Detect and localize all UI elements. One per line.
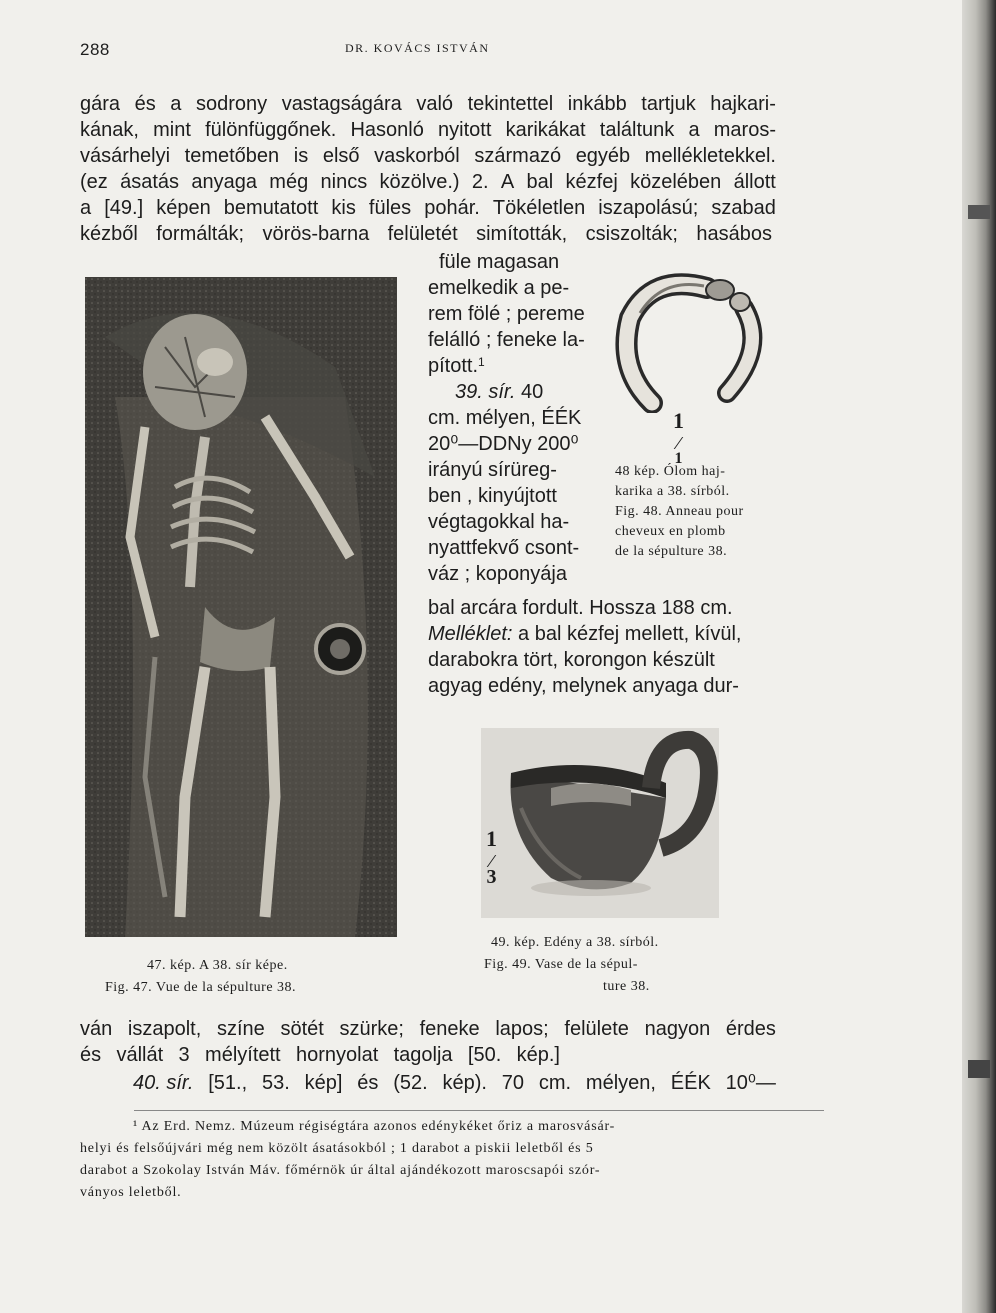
column-line: 39. sír. 40	[455, 381, 544, 403]
footnote-line: ványos leletből.	[80, 1185, 182, 1200]
fig49-caption-line: ture 38.	[603, 979, 650, 994]
column-line: cm. mélyen, ÉÉK	[428, 407, 582, 429]
body-line: (ez ásatás anyaga még nincs közölve.) 2. A bal kézfej közelében állott	[80, 171, 776, 193]
body-line: vásárhelyi temetőben is első vaskorból származó egyéb mellékletekkel.	[80, 145, 776, 167]
footnote-line: darabot a Szokolay István Máv. főmérnök úr által ajándékozott maroscsapói szór-	[80, 1163, 601, 1178]
vessel-illustration	[481, 728, 719, 918]
body-line: Melléklet: a bal kézfej mellett, kívül,	[428, 623, 742, 645]
grave-40-label: 40. sír.	[133, 1072, 194, 1094]
fig48-caption-line: karika a 38. sírból.	[615, 484, 730, 499]
fig48-caption-line: cheveux en plomb	[615, 524, 726, 539]
fig48-caption-line: de la sépulture 38.	[615, 544, 728, 559]
binding-mark	[968, 1060, 990, 1078]
column-line: végtagokkal ha-	[428, 511, 570, 533]
body-line: darabokra tört, korongon készült	[428, 649, 715, 671]
column-line: váz ; koponyája	[428, 563, 567, 585]
column-line: rem fölé ; pereme	[428, 303, 585, 325]
body-line: 40. sír. [51., 53. kép] és (52. kép). 70 cm. mélyen, ÉÉK 10⁰—	[133, 1072, 776, 1094]
fig47-caption-hu: 47. kép. A 38. sír képe.	[147, 958, 288, 973]
body-line: a [49.] képen bemutatott kis füles pohár. Tökéletlen iszapolású; szabad	[80, 197, 776, 219]
running-head: DR. KOVÁCS ISTVÁN	[345, 41, 490, 55]
column-line: ben , kinyújtott	[428, 485, 557, 507]
column-line: emelkedik a pe-	[428, 277, 570, 299]
melleklet-label: Melléklet:	[428, 623, 513, 645]
body-line: kézből formálták; vörös-barna felületét simították, csiszolták; hasábos	[80, 223, 772, 245]
fig47-caption-fr: Fig. 47. Vue de la sépulture 38.	[105, 980, 297, 995]
body-line: agyag edény, melynek anyaga dur-	[428, 675, 739, 697]
column-line: 20⁰—DDNy 200⁰	[428, 433, 579, 455]
column-line: pított.$^1$	[428, 355, 485, 377]
footnote-divider	[134, 1110, 824, 1111]
scale-fraction-49: 1 ⁄ 3	[486, 826, 497, 888]
hair-ring-illustration	[612, 268, 774, 413]
body-line: bal arcára fordult. Hossza 188 cm.	[428, 597, 733, 619]
vessel-photo	[481, 728, 719, 918]
footnote-line: helyi és felsőújvári még nem közölt ásatásokból ; 1 darabot a piskii leletből és 5	[80, 1141, 594, 1156]
footnote-marker: 1	[478, 355, 485, 369]
scale-fraction-48: 1 ⁄ 1	[673, 408, 684, 467]
page-number: 288	[80, 40, 110, 59]
grave-38-photo	[85, 277, 397, 937]
fig48-caption-line: 48 kép. Ólom haj-	[615, 464, 726, 479]
footnote-line: ¹ Az Erd. Nemz. Múzeum régiségtára azonos edénykéket őriz a marosvásár-	[133, 1119, 616, 1134]
hair-ring-figure	[612, 268, 774, 413]
skeleton-illustration	[85, 277, 397, 937]
body-line: és vállát 3 mélyített hornyolat tagolja [50. kép.]	[80, 1044, 560, 1066]
body-line: kának, mint fülönfüggőnek. Hasonló nyitott karikákat találtunk a maros-	[80, 119, 776, 141]
grave-39-label: 39. sír.	[455, 381, 516, 403]
column-line: felálló ; feneke la-	[428, 329, 585, 351]
column-line: füle magasan	[439, 251, 560, 273]
page-edge-shadow	[962, 0, 996, 1313]
fig49-caption-line: 49. kép. Edény a 38. sírból.	[491, 935, 659, 950]
binding-mark	[968, 205, 990, 219]
column-line: irányú sírüreg-	[428, 459, 557, 481]
fig48-caption-line: Fig. 48. Anneau pour	[615, 504, 744, 519]
body-line: ván iszapolt, színe sötét szürke; feneke lapos; felülete nagyon érdes	[80, 1018, 776, 1040]
body-line: gára és a sodrony vastagságára való tekintettel inkább tartjuk hajkari-	[80, 93, 776, 115]
column-line: nyattfekvő csont-	[428, 537, 580, 559]
fig49-caption-line: Fig. 49. Vase de la sépul-	[484, 957, 638, 972]
